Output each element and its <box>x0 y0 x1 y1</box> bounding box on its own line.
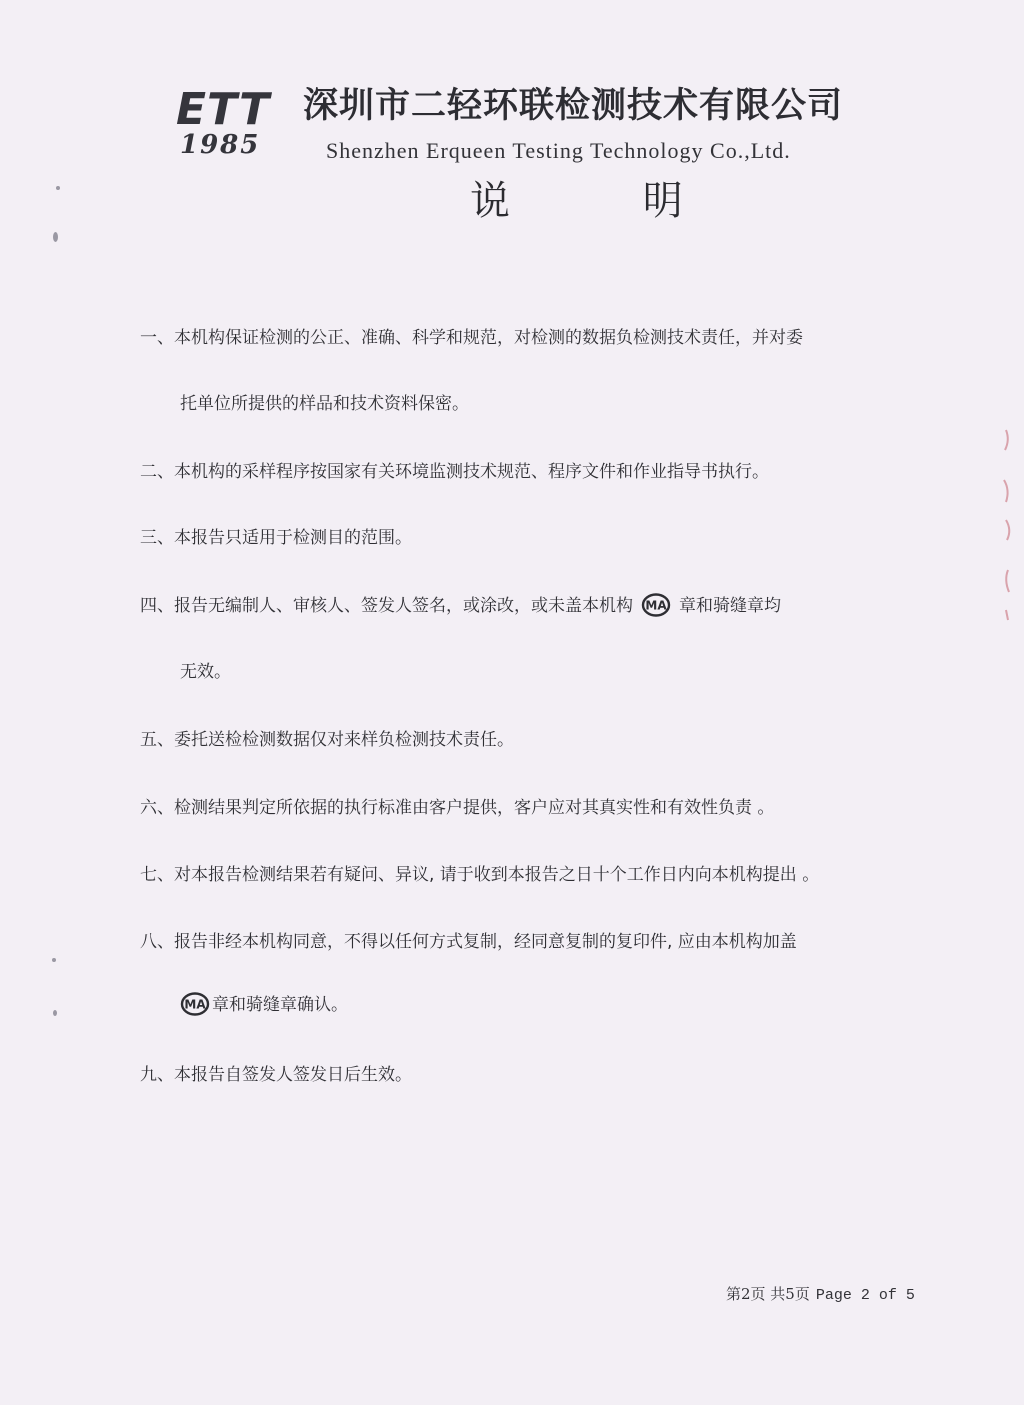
clause-8 <box>140 930 797 954</box>
page-number-cn: 第2页 共5页 <box>726 1285 810 1303</box>
clause-text: 报告无编制人、审核人、签发人签名，或涂改，或未盖本机构 <box>174 596 633 616</box>
clause-1-continuation: 托单位所提供的样品和技术资料保密。 <box>180 394 469 414</box>
svg-text:MA: MA <box>645 598 667 613</box>
cma-seal-icon <box>641 593 671 617</box>
clause-5 <box>140 728 514 752</box>
scan-speck <box>56 186 60 190</box>
stamp-edge-mark <box>996 420 1020 630</box>
page-number-en: Page 2 of 5 <box>815 1287 915 1304</box>
clause-number: 三、 <box>140 528 174 548</box>
clause-text: 本机构保证检测的公正、准确、科学和规范，对检测的数据负检测技术责任，并对委 <box>174 328 803 348</box>
clause-number: 五、 <box>140 730 174 750</box>
clause-number: 一、 <box>140 328 174 348</box>
company-name-cn: 深圳市二轻环联检测技术有限公司 <box>303 85 844 126</box>
clause-4 <box>140 593 781 619</box>
clause-9 <box>140 1063 412 1087</box>
clause-7 <box>140 863 819 887</box>
clause-3 <box>140 526 412 550</box>
clause-number: 九、 <box>140 1065 174 1085</box>
clause-text: 本机构的采样程序按国家有关环境监测技术规范、程序文件和作业指导书执行。 <box>174 462 769 482</box>
logo-mark: ETT <box>176 84 271 135</box>
clause-number: 八、 <box>140 932 174 952</box>
clause-number: 六、 <box>140 798 174 818</box>
scan-speck <box>52 958 56 962</box>
clause-6 <box>140 796 774 820</box>
logo-year: 1985 <box>180 130 261 160</box>
clause-number: 四、 <box>140 596 174 616</box>
clause-4-continuation: 无效。 <box>180 662 231 682</box>
clause-number: 七、 <box>140 865 174 885</box>
scan-speck <box>53 232 58 242</box>
scan-speck <box>53 1010 57 1016</box>
company-logo <box>176 84 288 160</box>
clause-text: 委托送检检测数据仅对来样负检测技术责任。 <box>174 730 514 750</box>
clause-number: 二、 <box>140 462 174 482</box>
clause-8-continuation <box>180 992 348 1018</box>
clause-text: 检测结果判定所依据的执行标准由客户提供，客户应对其真实性和有效性负责 。 <box>174 798 775 818</box>
clause-text: 章和骑缝章确认。 <box>212 995 348 1015</box>
svg-text:MA: MA <box>184 997 206 1012</box>
clause-text: 报告非经本机构同意，不得以任何方式复制，经同意复制的复印件, 应由本机构加盖 <box>174 932 797 952</box>
page-title: 说 明 <box>470 178 743 224</box>
company-name-en: Shenzhen Erqueen Testing Technology Co.,Ltd. <box>326 138 791 163</box>
clause-text: 对本报告检测结果若有疑问、异议, 请于收到本报告之日十个工作日内向本机构提出 。 <box>174 865 820 885</box>
clause-text: 本报告只适用于检测目的范围。 <box>174 528 412 548</box>
clause-text: 本报告自签发人签发日后生效。 <box>174 1065 412 1085</box>
clause-1 <box>140 326 803 350</box>
clause-2 <box>140 460 769 484</box>
page-number <box>726 1283 915 1307</box>
clause-text: 章和骑缝章均 <box>679 596 781 616</box>
cma-seal-icon <box>180 992 210 1016</box>
